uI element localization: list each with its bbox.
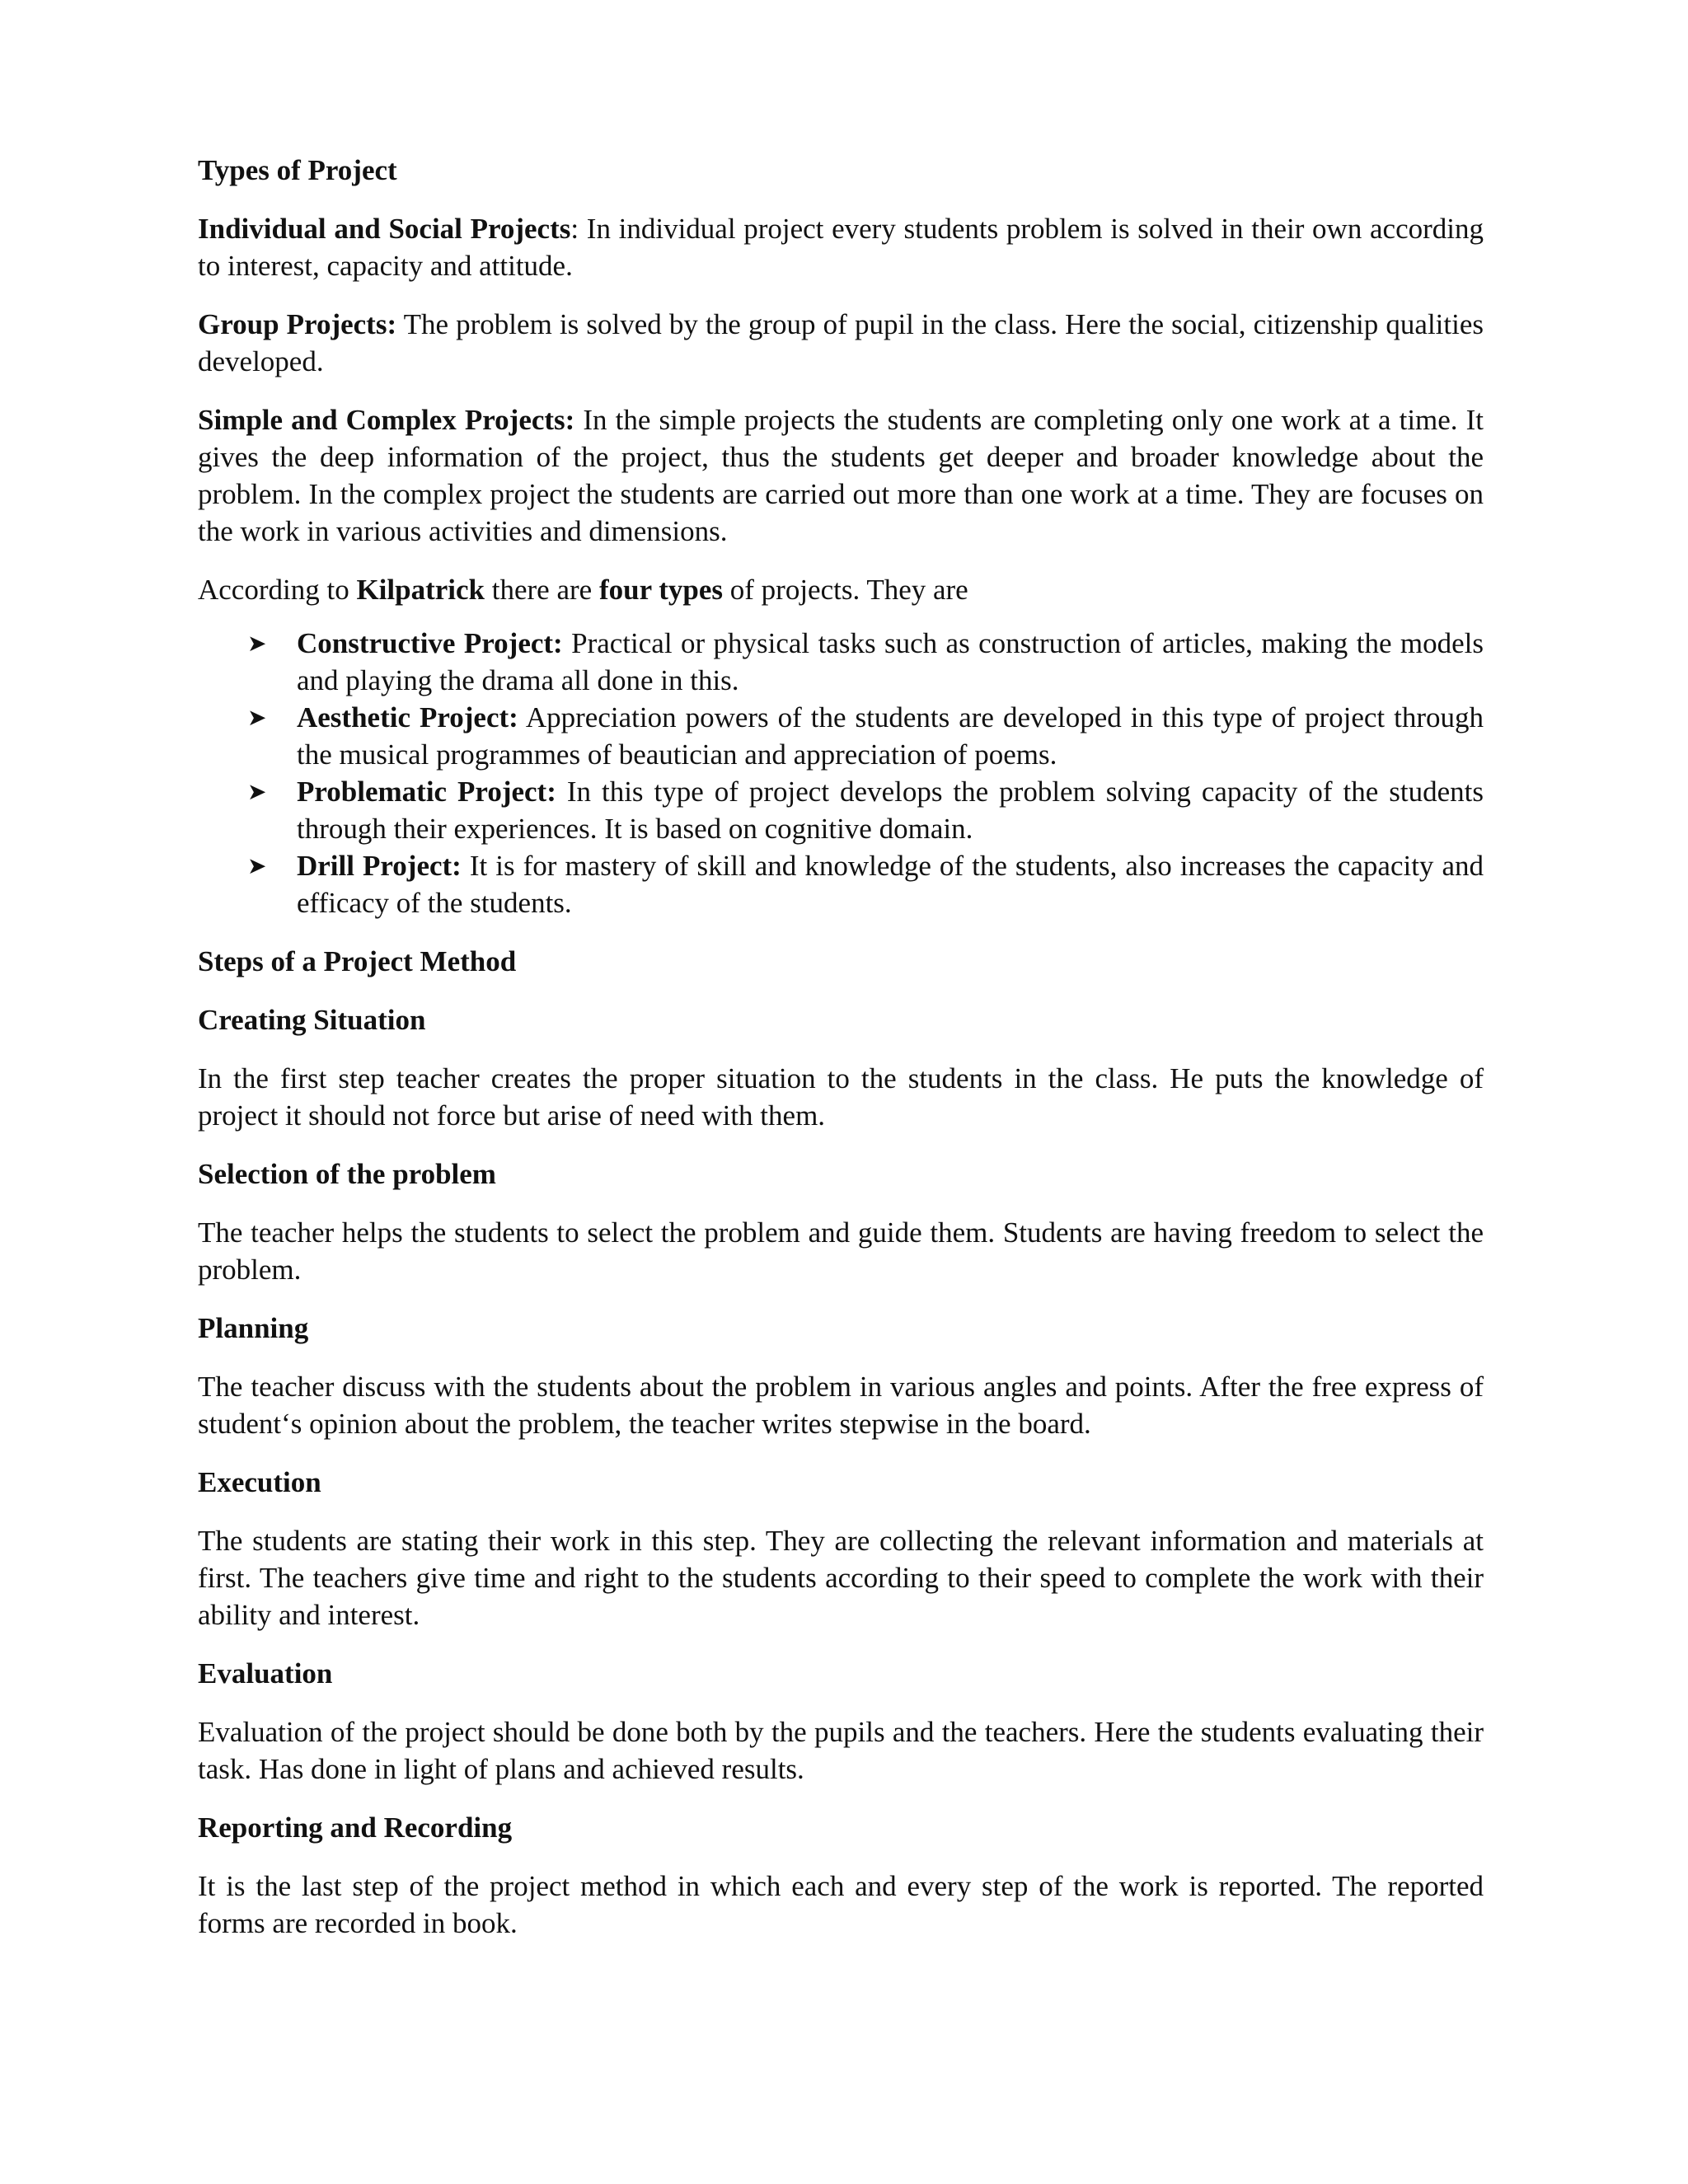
arrow-bullet-icon: ➤: [247, 778, 267, 805]
list-item: [247, 773, 1484, 847]
list-item: [247, 625, 1484, 699]
step-text-reporting: It is the last step of the project method in which each and every step of the work is reported. The reported forms are recorded in book.: [198, 1870, 1484, 1939]
arrow-bullet-icon: ➤: [247, 852, 267, 879]
bullet-text: In this type of project develops the problem solving capacity of the students through their experiences. It is based on cognitive domain.: [297, 776, 1484, 845]
group-projects-text: The problem is solved by the group of pupil in the class. Here the social, citizenship qualities developed.: [198, 308, 1484, 377]
bullet-term: Drill Project:: [297, 850, 462, 882]
step-text-evaluation: Evaluation of the project should be done both by the pupils and the teachers. Here the students evaluating their task. Has done in light of plans and achieved results.: [198, 1716, 1484, 1785]
kilpatrick-paragraph: [198, 571, 1484, 608]
list-item: [247, 847, 1484, 921]
simple-complex-text: In the simple projects the students are completing only one work at a time. It gives the deep information of the project, thus the students get deeper and broader knowledge about the problem. In the complex project the students are carried out more than one work at a time. They are focuses on the work in various activities and dimensions.: [198, 404, 1484, 547]
project-types-list: [198, 625, 1484, 921]
steps-heading: Steps of a Project Method: [198, 945, 517, 977]
individual-social-text: : In individual project every students problem is solved in their own according to interest, capacity and attitude.: [198, 213, 1484, 282]
group-projects-paragraph: [198, 306, 1484, 380]
bullet-text: Practical or physical tasks such as construction of articles, making the models and playing the drama all done in this.: [297, 627, 1484, 696]
bullet-text: It is for mastery of skill and knowledge of the students, also increases the capacity and efficacy of the students.: [297, 850, 1484, 919]
step-title-execution: Execution: [198, 1466, 321, 1498]
step-title-evaluation: Evaluation: [198, 1657, 333, 1690]
individual-social-term: Individual and Social Projects: [198, 213, 571, 245]
bullet-text: Appreciation powers of the students are developed in this type of project through the musical programmes of beautician and appreciation of poems.: [297, 701, 1484, 771]
kilpatrick-name: Kilpatrick: [356, 574, 485, 606]
bullet-term: Aesthetic Project:: [297, 701, 518, 733]
kilpatrick-mid: there are: [485, 574, 599, 606]
simple-complex-term: Simple and Complex Projects:: [198, 404, 575, 436]
kilpatrick-count: four types: [598, 574, 724, 606]
step-title-planning: Planning: [198, 1312, 309, 1344]
bullet-term: Constructive Project:: [297, 627, 563, 659]
list-item: [247, 699, 1484, 773]
step-title-creating-situation: Creating Situation: [198, 1004, 426, 1036]
arrow-bullet-icon: ➤: [247, 704, 267, 731]
simple-complex-paragraph: [198, 401, 1484, 550]
step-text-planning: The teacher discuss with the students about the problem in various angles and points. After the free express of student‘s opinion about the problem, the teacher writes stepwise in the board.: [198, 1371, 1484, 1440]
step-text-creating-situation: In the first step teacher creates the proper situation to the students in the class. He puts the knowledge of project it should not force but arise of need with them.: [198, 1062, 1484, 1132]
kilpatrick-post: of projects. They are: [723, 574, 968, 606]
step-title-reporting: Reporting and Recording: [198, 1811, 513, 1844]
bullet-term: Problematic Project:: [297, 776, 556, 808]
document-page: [198, 152, 1484, 1963]
step-title-selection: Selection of the problem: [198, 1158, 496, 1190]
individual-social-paragraph: [198, 210, 1484, 284]
arrow-bullet-icon: ➤: [247, 630, 267, 657]
step-text-selection: The teacher helps the students to select the problem and guide them. Students are having freedom to select the problem.: [198, 1216, 1484, 1286]
types-heading: Types of Project: [198, 154, 397, 186]
step-text-execution: The students are stating their work in this step. They are collecting the relevant information and materials at first. The teachers give time and right to the students according to their speed to complete the work with their ability and interest.: [198, 1525, 1484, 1631]
group-projects-term: Group Projects:: [198, 308, 397, 340]
kilpatrick-pre: According to: [198, 574, 357, 606]
